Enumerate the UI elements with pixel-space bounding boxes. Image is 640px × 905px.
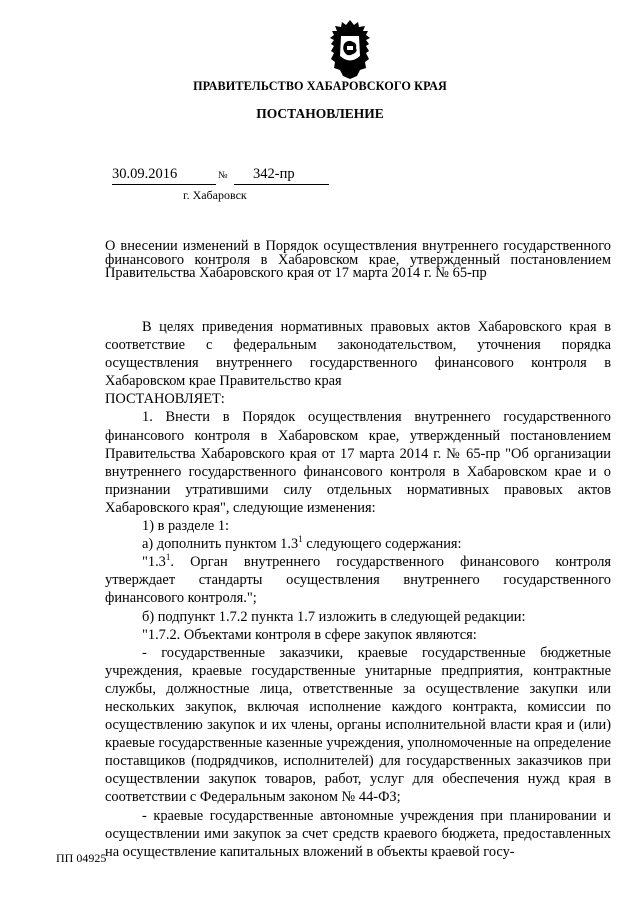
item-a-superscript: 1 <box>298 534 303 545</box>
item-1-7-2-paragraph: "1.7.2. Объектами контроля в сфере закупок являются: <box>142 626 477 643</box>
quote-text: "1.3 <box>142 554 166 571</box>
item-1-paragraph: 1. Внести в Порядок осуществления внутреннего государственного финансового контроля в Хабаровском крае, утвержденный постановлением Правительства Хабаровского края от 17 марта 2014 г. № 65-пр "Об организации внутреннего государственного финансового контроля в Хабаровском крае и о признании утратившими силу отдельных нормативных правовых актов Хабаровского края", следующие изменения: <box>105 409 611 516</box>
item-a-paragraph <box>105 535 611 553</box>
document-number: 342-пр <box>253 166 295 182</box>
number-underline <box>234 184 329 185</box>
document-subject: О внесении изменений в Порядок осуществления внутреннего государственного финансового контроля в Хабаровском крае, утвержденный постановлением Правительства Хабаровского края от 17 марта 2014 г. № 65-пр <box>105 238 611 281</box>
quote-superscript: 1 <box>165 552 171 563</box>
khabarovsk-coat-of-arms-icon <box>326 18 374 80</box>
resolves-heading: ПОСТАНОВЛЯЕТ: <box>105 391 225 408</box>
item-a-text: а) дополнить пунктом 1.3 <box>142 536 299 553</box>
bullet-paragraph-2: - краевые государственные автономные учреждения при планировании и осуществлении ими закупок за счет средств краевого бюджета, предоставленных на осуществление капитальных вложений в объекты краевой госу- <box>105 807 611 860</box>
item-a-text-end: следующего содержания: <box>302 536 462 553</box>
date-underline <box>112 184 216 185</box>
document-type-title: ПОСТАНОВЛЕНИЕ <box>256 106 384 121</box>
preamble-paragraph: В целях приведения нормативных правовых актов Хабаровского края в соответствие с федеральным законодательством, уточнения порядка осуществления внутреннего государственного финансового контроля в Хабаровском крае Правительство края <box>105 319 611 390</box>
quote-1-3-1-paragraph <box>105 553 611 607</box>
document-body <box>105 318 611 861</box>
quote-text-end: . Орган внутреннего государственного финансового контроля утверждает стандарты осуществления внутреннего государственного финансового контроля."; <box>105 554 611 607</box>
document-city: г. Хабаровск <box>183 188 247 202</box>
footer-document-code: ПП 04925 <box>56 851 107 865</box>
item-b-paragraph: б) подпункт 1.7.2 пункта 1.7 изложить в следующей редакции: <box>142 608 526 625</box>
document-date: 30.09.2016 <box>112 166 178 182</box>
item-1-1-paragraph: 1) в разделе 1: <box>142 518 230 535</box>
number-sign: № <box>218 170 228 181</box>
bullet-paragraph-1: - государственные заказчики, краевые государственные бюджетные учреждения, краевые государственные унитарные предприятия, контрактные службы, должностные лица, ответственные за осуществление закупки или нескольких закупок, включая исполнение каждого контракта, комиссии по осуществлению закупок и их члены, органы исполнительной власти края и (или) краевые государственные казенные учреждения, уполномоченные на определение поставщиков (подрядчиков, исполнителей) для государственных заказчиков при осуществлении закупок товаров, работ, услуг для обеспечения нужд края в соответствии с Федеральным законом № 44-ФЗ; <box>105 644 611 806</box>
document-meta <box>0 166 640 206</box>
government-title: ПРАВИТЕЛЬСТВО ХАБАРОВСКОГО КРАЯ <box>193 79 447 93</box>
